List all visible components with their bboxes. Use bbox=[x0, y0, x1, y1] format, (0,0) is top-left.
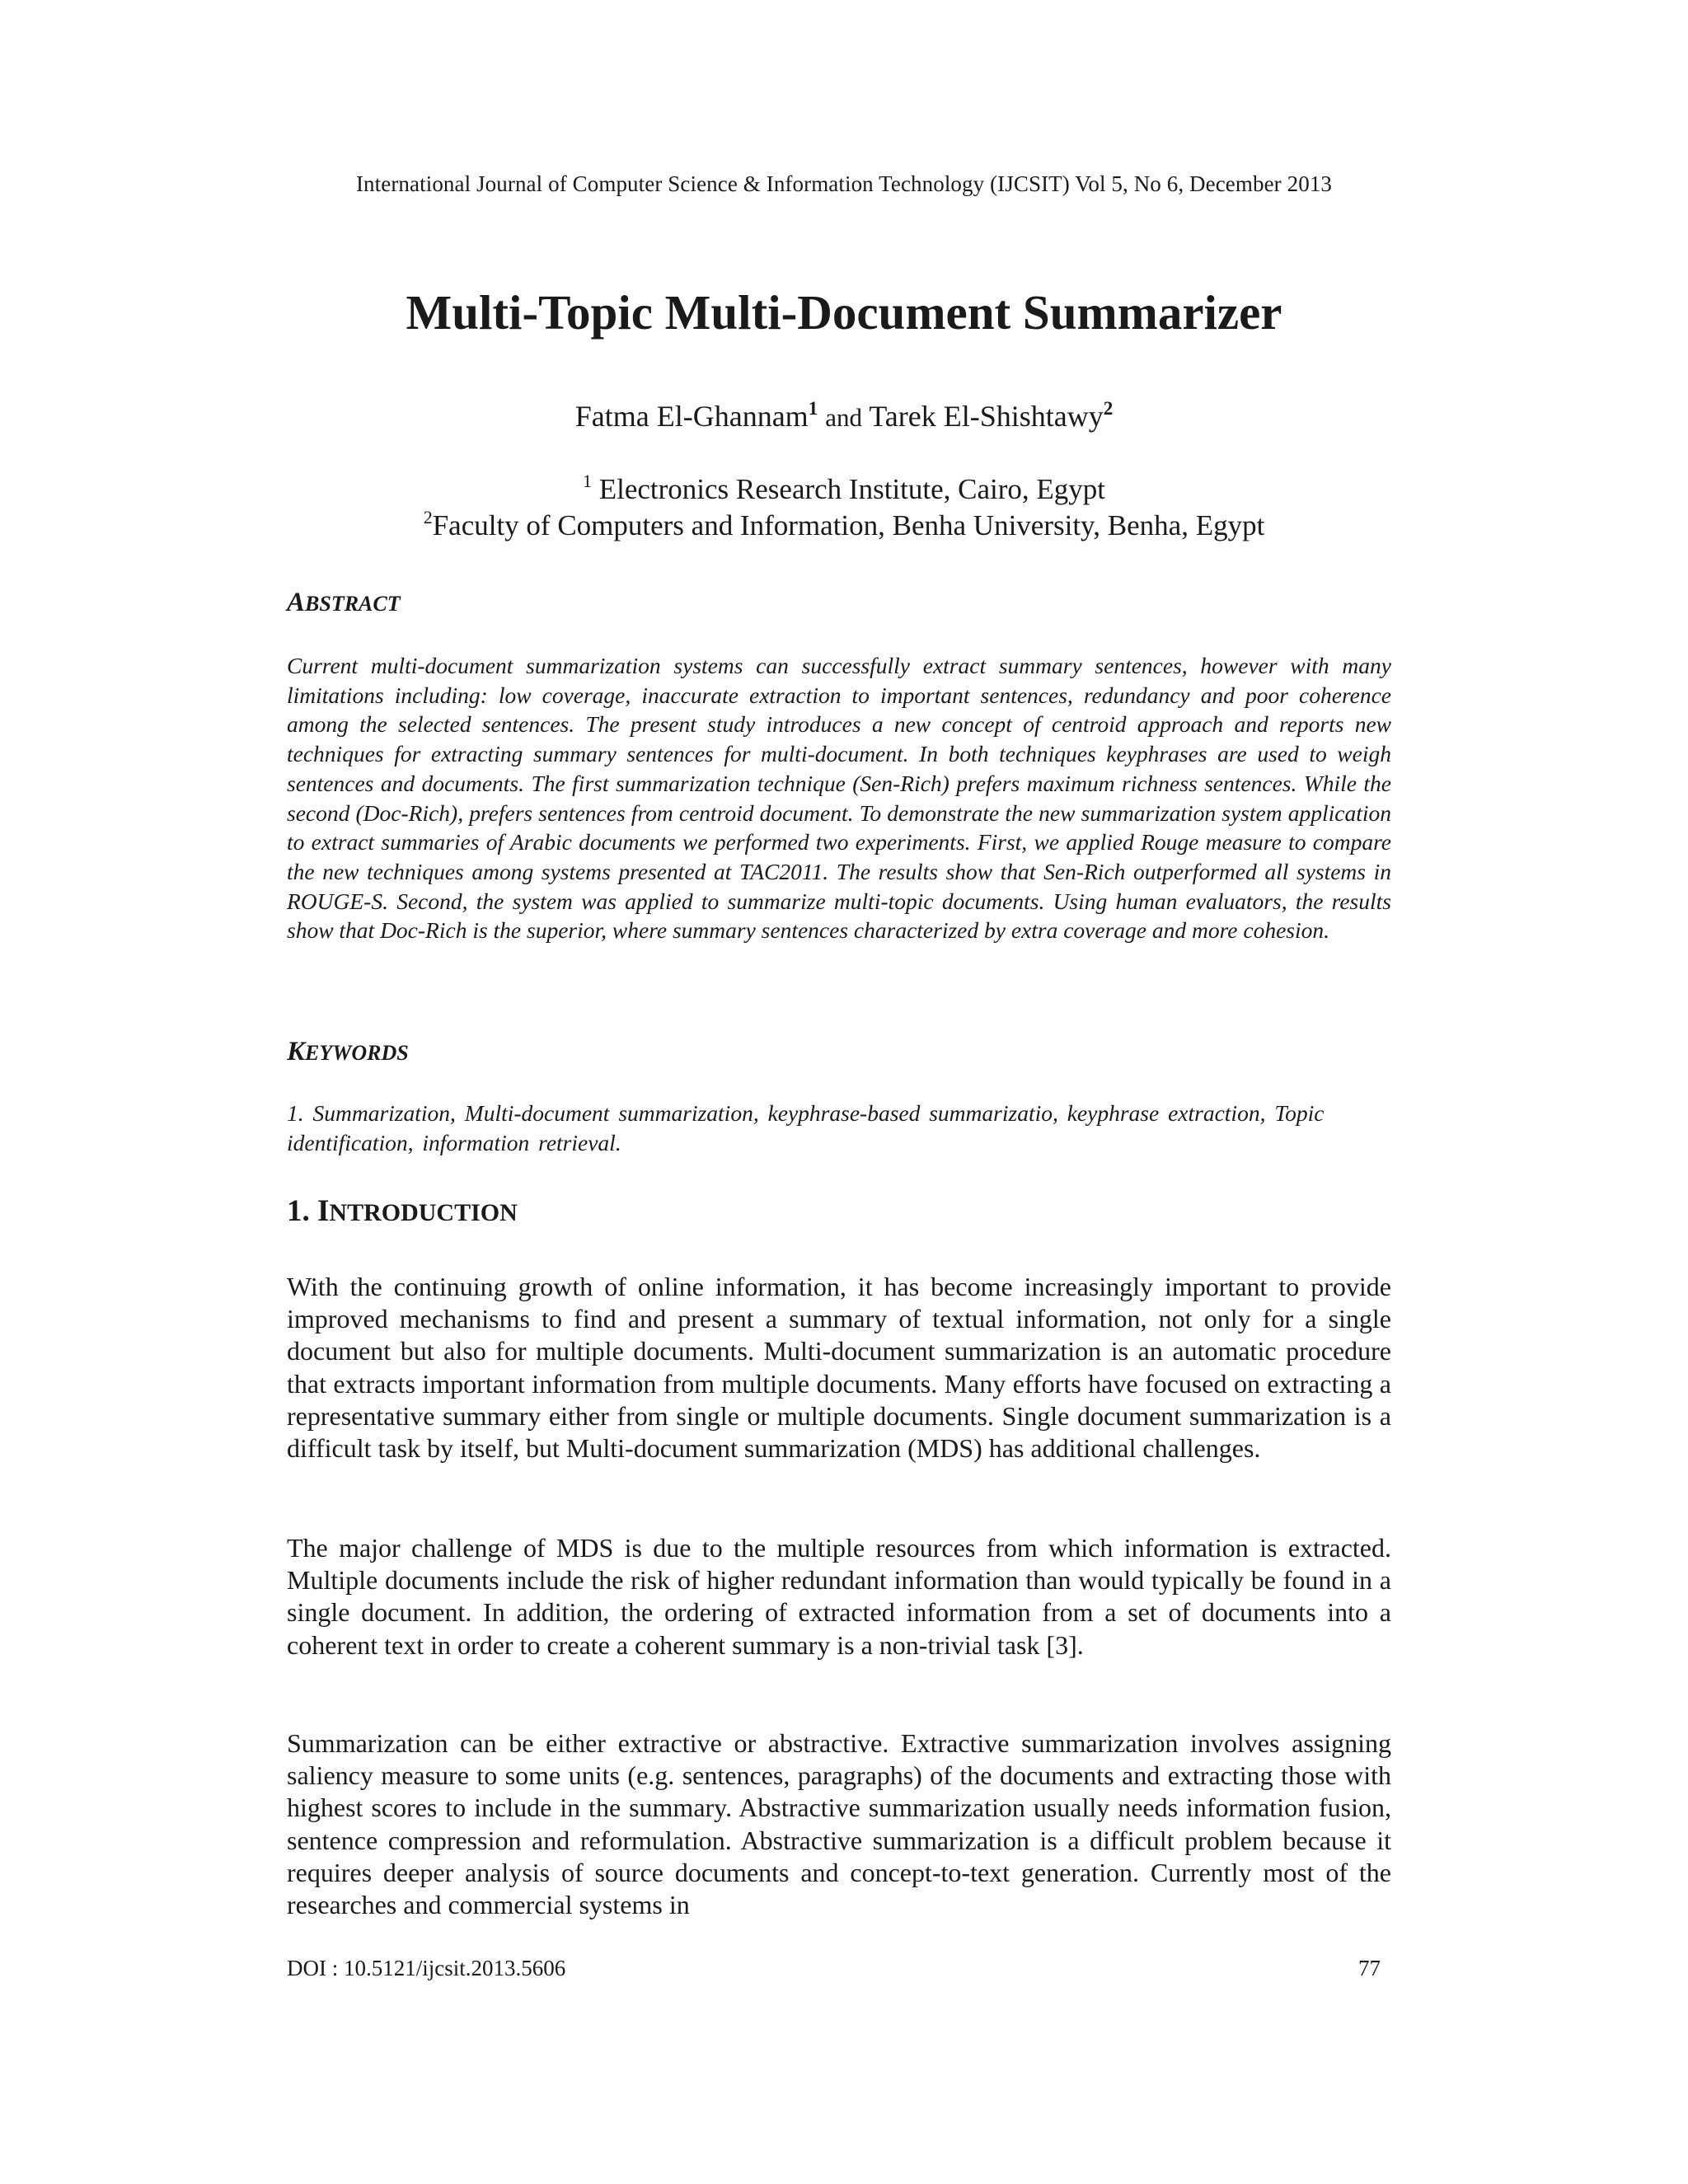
footer-page-number: 77 bbox=[1358, 1956, 1381, 1980]
heading-rest: NTRODUCTION bbox=[329, 1199, 518, 1226]
author-name: Fatma El-Ghannam bbox=[574, 400, 809, 433]
abstract-text: Current multi-document summarization systems can successfully extract summary sentences, however with many limitations including: low coverage, inaccurate extraction to important sentences, redundancy and poor coherence among the selected sentences. The present study introduces a new concept of centroid approach and reports new techniques for extracting summary sentences for multi-document. In both techniques keyphrases are used to weigh sentences and documents. The first summarization technique (Sen-Rich) prefers maximum richness sentences. While the second (Doc-Rich), prefers sentences from centroid document. To demonstrate the new summarization system application to extract summaries of Arabic documents we performed two experiments. First, we applied Rouge measure to compare the new techniques among systems presented at TAC2011. The results show that Sen-Rich outperformed all systems in ROUGE-S. Second, the system was applied to summarize multi-topic documents. Using human evaluators, the results show that Doc-Rich is the superior, where summary sentences characterized by extra coverage and more cohesion. bbox=[287, 653, 1391, 944]
author-affiliation-marker: 1 bbox=[808, 398, 818, 419]
affiliation-line bbox=[0, 473, 1688, 506]
heading-rest: EYWORDS bbox=[305, 1041, 409, 1065]
affiliation-marker: 2 bbox=[423, 507, 433, 527]
affiliation-text: Faculty of Computers and Information, Benha University, Benha, Egypt bbox=[432, 509, 1265, 541]
author-name: Tarek El-Shishtawy bbox=[869, 400, 1104, 433]
affiliation-line bbox=[0, 509, 1688, 542]
heading-rest: BSTRACT bbox=[305, 592, 401, 616]
body-paragraph: Summarization can be either extractive or abstractive. Extractive summarization involves assigning saliency measure to some units (e.g. sentences, paragraphs) of the documents and extracting those with highest scores to include in the summary. Abstractive summarization usually needs information fusion, sentence compression and reformulation. Abstractive summarization is a difficult problem because it requires deeper analysis of source documents and concept-to-text generation. Currently most of the researches and commercial systems in bbox=[287, 1728, 1391, 1920]
journal-running-header: International Journal of Computer Science & Information Technology (IJCSIT) Vol 5, No 6, December 2013 bbox=[355, 171, 1333, 196]
paper-title: Multi-Topic Multi-Document Summarizer bbox=[406, 285, 1282, 340]
heading-initial: K bbox=[287, 1037, 306, 1066]
section-number: 1. bbox=[287, 1194, 310, 1228]
affiliation-text: Electronics Research Institute, Cairo, Egypt bbox=[598, 473, 1105, 505]
heading-initial: A bbox=[287, 588, 306, 617]
author-line bbox=[0, 399, 1688, 434]
footer-doi: DOI : 10.5121/ijcsit.2013.5606 bbox=[287, 1956, 566, 1980]
keywords-heading bbox=[287, 1037, 409, 1067]
body-paragraph: With the continuing growth of online information, it has become increasingly important to provide improved mechanisms to find and present a summary of textual information, not only for a single document but also for multiple documents. Multi-document summarization is an automatic procedure that extracts important information from multiple documents. Many efforts have focused on extracting a representative summary either from single or multiple documents. Single document summarization is a difficult task by itself, but Multi-document summarization (MDS) has additional challenges. bbox=[287, 1272, 1391, 1464]
abstract-heading bbox=[287, 588, 401, 618]
affiliation-marker: 1 bbox=[582, 471, 592, 491]
keywords-text: 1. Summarization, Multi-document summarization, keyphrase-based summarizatio, keyphrase extraction, Topic identification, information retrieval. bbox=[287, 1100, 1325, 1155]
author-joiner: and bbox=[825, 403, 862, 432]
author-affiliation-marker: 2 bbox=[1103, 398, 1114, 419]
heading-initial: I bbox=[317, 1194, 330, 1228]
introduction-heading bbox=[287, 1193, 518, 1229]
body-paragraph: The major challenge of MDS is due to the multiple resources from which information is extracted. Multiple documents include the risk of higher redundant information than would typically be found in a single document. In addition, the ordering of extracted information from a set of documents into a coherent text in order to create a coherent summary is a non-trivial task [3]. bbox=[287, 1533, 1391, 1660]
